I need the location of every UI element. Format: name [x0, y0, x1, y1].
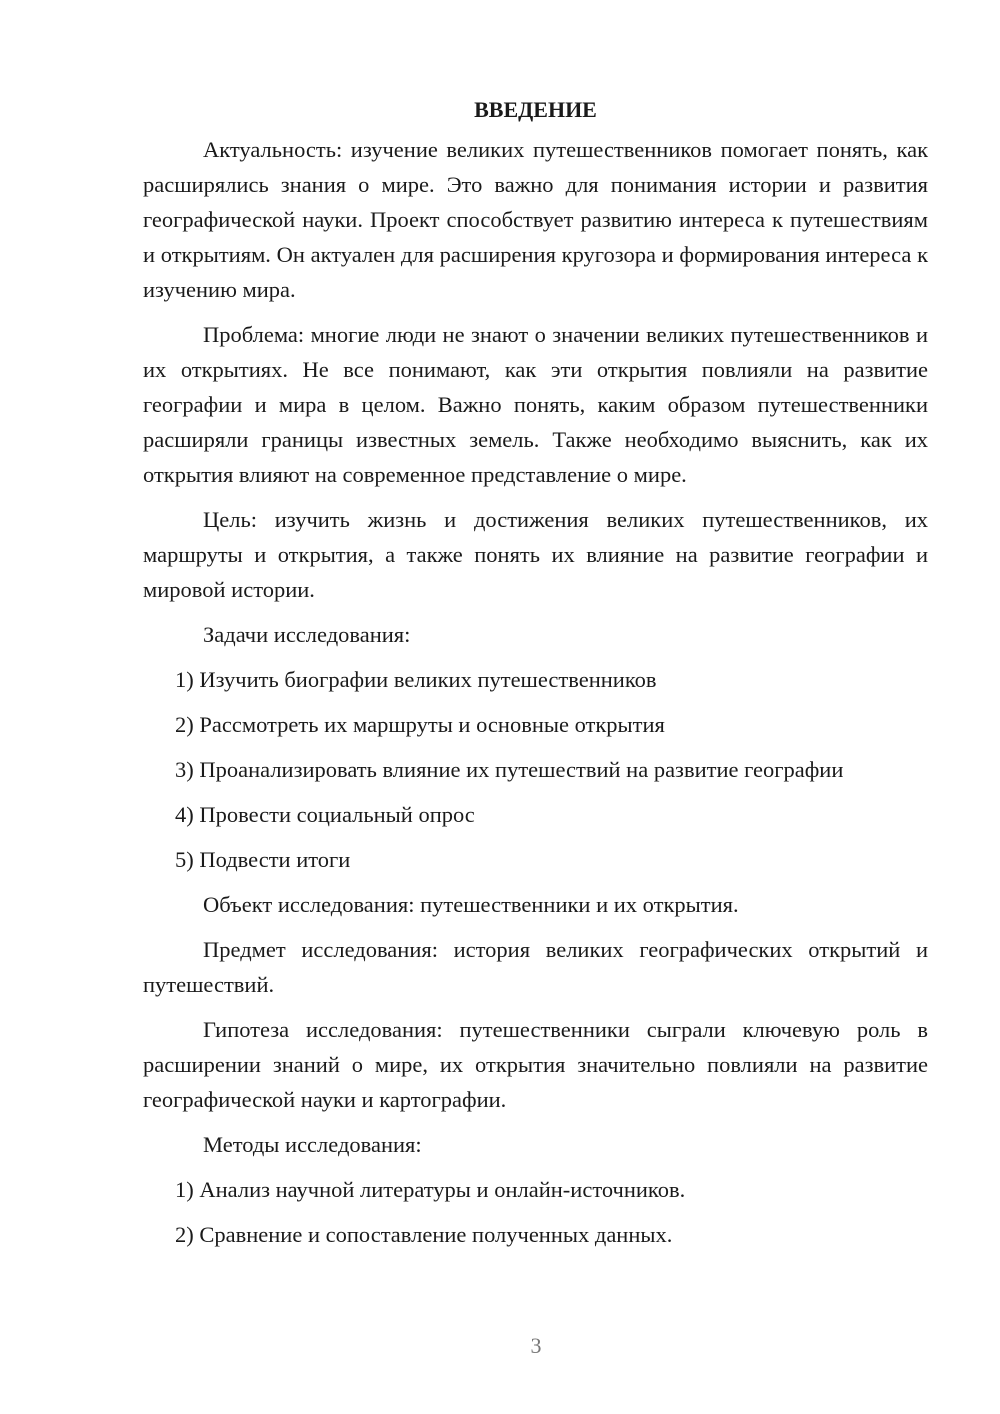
task-item-5: 5) Подвести итоги	[175, 847, 351, 872]
problem-paragraph: Проблема: многие люди не знают о значении великих путешественников и их открытиях. Не все понимают, как эти открытия повлияли на развитие географии и мира в целом. Важно понять, каким образом путешественники расширяли границы известных земель. Также необходимо выяснить, как их открытия влияют на современное представление о мире.	[143, 322, 928, 487]
task-item-3: 3) Проанализировать влияние их путешествий на развитие географии	[175, 757, 844, 782]
document-page	[143, 92, 928, 1262]
task-item-2: 2) Рассмотреть их маршруты и основные открытия	[175, 712, 665, 737]
goal-paragraph: Цель: изучить жизнь и достижения великих путешественников, их маршруты и открытия, а также понять их влияние на развитие географии и мировой истории.	[143, 507, 928, 602]
methods-heading: Методы исследования:	[203, 1132, 422, 1157]
method-item-2: 2) Сравнение и сопоставление полученных данных.	[175, 1222, 673, 1247]
relevance-paragraph: Актуальность: изучение великих путешественников помогает понять, как расширялись знания о мире. Это важно для понимания истории и развития географической науки. Проект способствует развитию интереса к путешествиям и открытиям. Он актуален для расширения кругозора и формирования интереса к изучению мира.	[143, 137, 928, 302]
subject-paragraph: Предмет исследования: история великих географических открытий и путешествий.	[143, 937, 928, 997]
task-item-4: 4) Провести социальный опрос	[175, 802, 475, 827]
object-paragraph: Объект исследования: путешественники и их открытия.	[203, 892, 739, 917]
hypothesis-paragraph: Гипотеза исследования: путешественники сыграли ключевую роль в расширении знаний о мире, их открытия значительно повлияли на развитие географической науки и картографии.	[143, 1017, 928, 1112]
method-item-1: 1) Анализ научной литературы и онлайн-источников.	[175, 1177, 686, 1202]
page-title: ВВЕДЕНИЕ	[474, 97, 597, 122]
tasks-heading: Задачи исследования:	[203, 622, 411, 647]
task-item-1: 1) Изучить биографии великих путешественников	[175, 667, 657, 692]
page-number: 3	[530, 1333, 542, 1358]
